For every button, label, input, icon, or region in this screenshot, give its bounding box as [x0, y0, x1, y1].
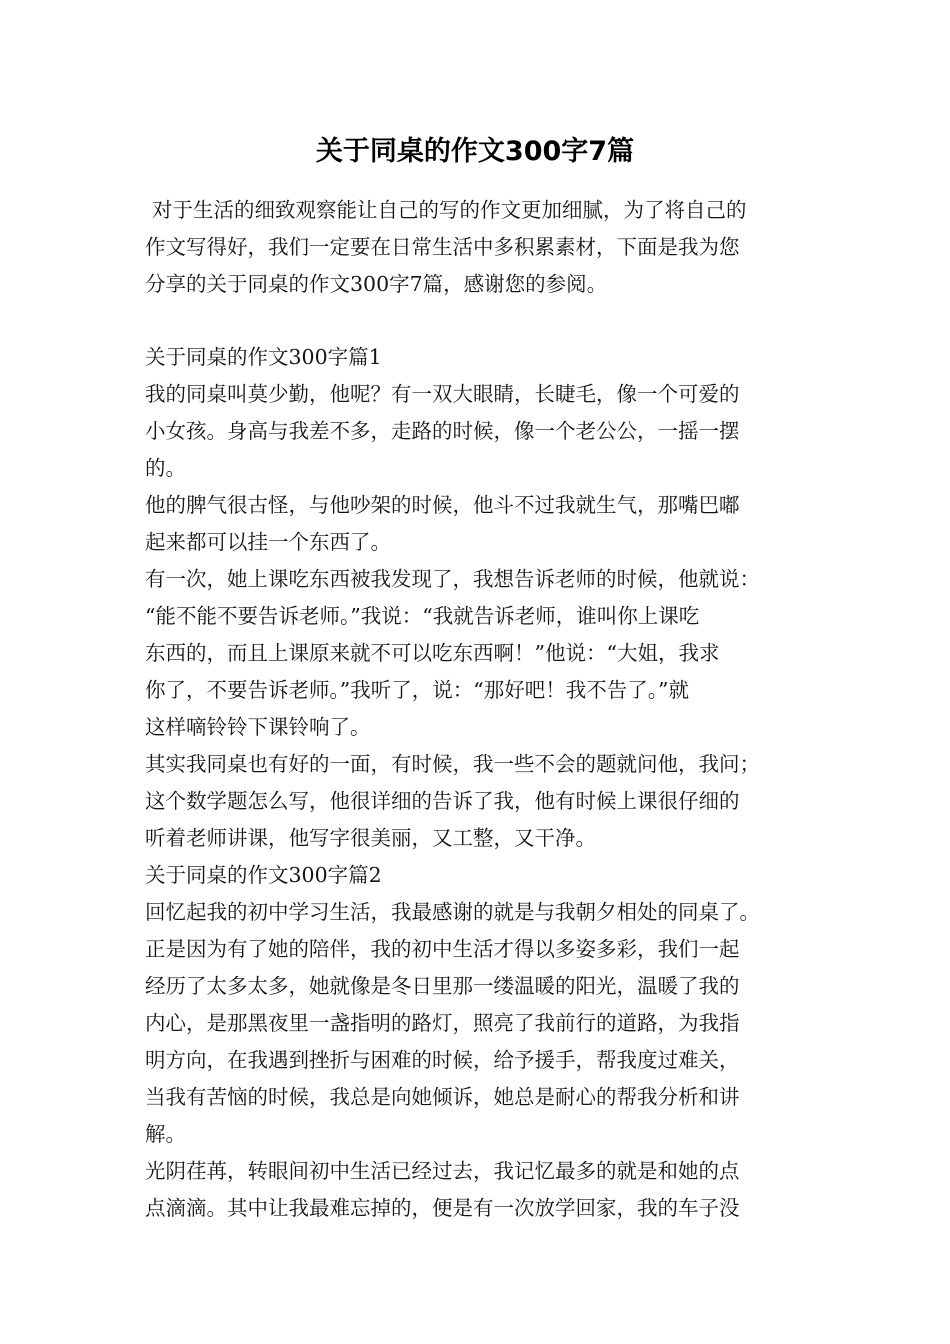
paragraph-line: 有一次，她上课吃东西被我发现了，我想告诉老师的时候，他就说：	[145, 567, 760, 591]
paragraph-line: 经历了太多太多，她就像是冬日里那一缕温暖的阳光，温暖了我的	[145, 974, 740, 998]
paragraph-line: 点滴滴。其中让我最难忘掉的，便是有一次放学回家，我的车子没	[145, 1196, 740, 1220]
paragraph-line: 内心，是那黑夜里一盏指明的路灯，照亮了我前行的道路，为我指	[145, 1011, 740, 1035]
document-title: 关于同桌的作文300字7篇	[315, 136, 635, 167]
section-heading: 关于同桌的作文300字篇1	[145, 345, 382, 369]
paragraph-line: 明方向，在我遇到挫折与困难的时候，给予援手，帮我度过难关，	[145, 1048, 740, 1072]
paragraph-line: 听着老师讲课，他写字很美丽，又工整，又干净。	[145, 826, 596, 850]
paragraph-line: 小女孩。身高与我差不多，走路的时候，像一个老公公，一摇一摆	[145, 419, 740, 443]
paragraph-line: 东西的，而且上课原来就不可以吃东西啊！”他说：“大姐，我求	[145, 641, 720, 665]
paragraph-line: 当我有苦恼的时候，我总是向她倾诉，她总是耐心的帮我分析和讲	[145, 1085, 740, 1109]
paragraph-line: 这样嘀铃铃下课铃响了。	[145, 715, 371, 739]
paragraph-line: 解。	[145, 1122, 186, 1146]
intro-line: 作文写得好，我们一定要在日常生活中多积累素材，下面是我为您	[145, 235, 740, 259]
paragraph-line: 他的脾气很古怪，与他吵架的时候，他斗不过我就生气，那嘴巴嘟	[145, 493, 740, 517]
intro-line: 对于生活的细致观察能让自己的写的作文更加细腻，为了将自己的	[152, 198, 747, 222]
intro-line: 分享的关于同桌的作文300字7篇，感谢您的参阅。	[145, 272, 608, 296]
paragraph-line: 起来都可以挂一个东西了。	[145, 530, 391, 554]
paragraph-line: “能不能不要告诉老师。”我说：“我就告诉老师，谁叫你上课吃	[145, 604, 700, 628]
paragraph-line: 你了，不要告诉老师。”我听了，说：“那好吧！我不告了。”就	[145, 678, 689, 702]
paragraph-line: 光阴荏苒，转眼间初中生活已经过去，我记忆最多的就是和她的点	[145, 1159, 740, 1183]
paragraph-line: 其实我同桌也有好的一面，有时候，我一些不会的题就问他，我问；	[145, 752, 760, 776]
paragraph-line: 正是因为有了她的陪伴，我的初中生活才得以多姿多彩，我们一起	[145, 937, 740, 961]
paragraph-line: 回忆起我的初中学习生活，我最感谢的就是与我朝夕相处的同桌了。	[145, 900, 760, 924]
section-heading: 关于同桌的作文300字篇2	[145, 863, 382, 887]
paragraph-line: 我的同桌叫莫少勤，他呢？有一双大眼睛，长睫毛，像一个可爱的	[145, 382, 740, 406]
paragraph-line: 这个数学题怎么写，他很详细的告诉了我，他有时候上课很仔细的	[145, 789, 740, 813]
paragraph-line: 的。	[145, 456, 186, 480]
